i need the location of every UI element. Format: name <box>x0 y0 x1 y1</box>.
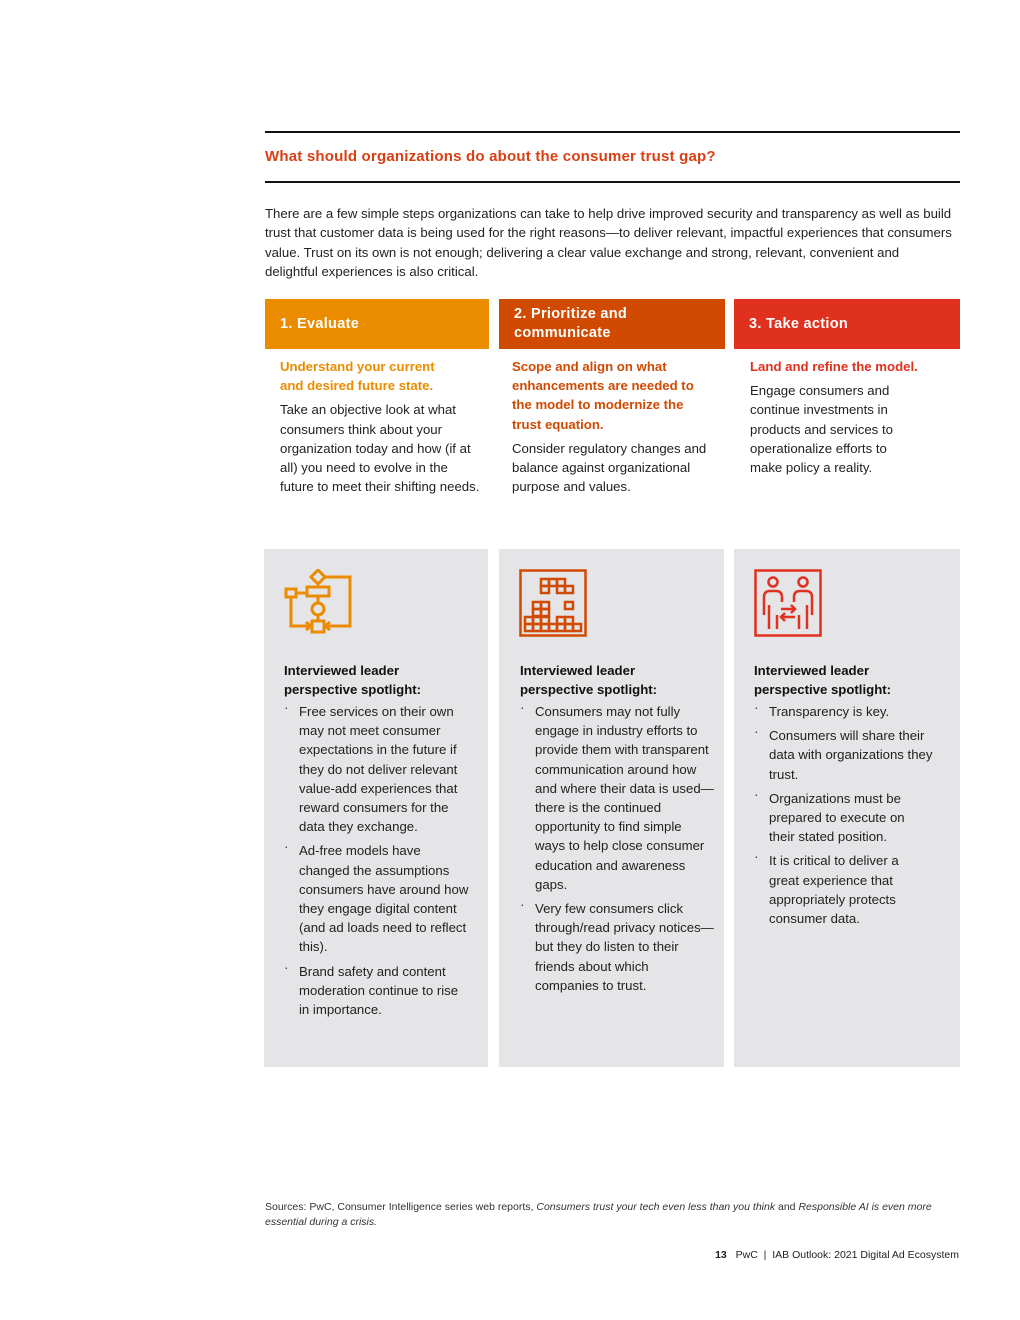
footer-text: PwC | IAB Outlook: 2021 Digital Ad Ecosystem <box>735 1249 959 1261</box>
section-heading: What should organizations do about the consumer trust gap? <box>265 148 716 165</box>
step-header-action <box>734 299 960 349</box>
spotlight-card-3 <box>734 549 960 1067</box>
list-item: · It is critical to deliver a great experience that appropriately protects consumer data. <box>754 851 929 928</box>
step-lead: Understand your current and desired future state. <box>280 359 435 394</box>
process-flowchart-icon <box>284 569 352 637</box>
step-body-prioritize <box>512 357 712 496</box>
page-number: 13 <box>715 1249 727 1261</box>
step-text: Take an objective look at what consumers think about your organization today and how (if at all) you need to evolve in the future to meet their shifting needs. <box>280 402 480 495</box>
sources-end: . <box>374 1216 378 1228</box>
building-blocks-icon <box>519 569 587 637</box>
card-title: Interviewed leader perspective spotlight: <box>754 663 892 698</box>
sources-prefix: Sources: PwC, Consumer Intelligence series web reports, <box>265 1201 537 1213</box>
sources-and: and <box>775 1201 799 1213</box>
spotlight-card-1 <box>264 549 488 1067</box>
step-header-prioritize <box>499 299 725 349</box>
heading-underline <box>265 181 960 183</box>
step-lead: Scope and align on what enhancements are needed to the model to modernize the trust equation. <box>512 359 694 432</box>
card-bullets <box>520 702 715 1000</box>
step-label: 1. Evaluate <box>280 315 360 332</box>
sources-note <box>265 1200 965 1230</box>
people-exchange-icon <box>754 569 822 637</box>
spotlight-card-2 <box>499 549 724 1067</box>
list-item: · Very few consumers click through/read privacy notices—but they do listen to their friends about which companies to trust. <box>520 899 715 995</box>
list-item: · Transparency is key. <box>754 702 949 721</box>
list-item: · Ad-free models have changed the assumptions consumers have around how they engage digital content (and ad loads need to reflect this). <box>284 841 469 956</box>
step-label: 2. Prioritize and communicate <box>514 306 628 341</box>
list-item: · Brand safety and content moderation continue to rise in importance. <box>284 962 469 1020</box>
step-text: Engage consumers and continue investments in products and services to operationalize efforts to make policy a reality. <box>750 383 893 476</box>
list-item: · Consumers will share their data with organizations they trust. <box>754 726 941 784</box>
step-body-evaluate <box>280 357 480 496</box>
top-rule <box>265 131 960 133</box>
card-title: Interviewed leader perspective spotlight: <box>284 663 422 698</box>
list-item: · Free services on their own may not meet consumer expectations in the future if they do not deliver relevant value-add experiences that reward consumers for the data they exchange. <box>284 702 469 836</box>
source-title-1: Consumers trust your tech even less than you think <box>536 1201 776 1213</box>
step-header-evaluate <box>265 299 489 349</box>
page-footer <box>715 1249 959 1261</box>
step-lead: Land and refine the model. <box>750 359 918 374</box>
list-item: · Organizations must be prepared to execute on their stated position. <box>754 789 929 847</box>
step-body-action <box>750 357 945 477</box>
intro-paragraph: There are a few simple steps organizations can take to help drive improved security and transparency as well as build trust that customer data is being used for the right reasons—to deliver relevant, impactful experiences that consumers value. Trust on its own is not enough; delivering a clear value exchange and strong, relevant, convenient and delightful experiences is also critical. <box>265 206 952 279</box>
card-title: Interviewed leader perspective spotlight: <box>520 663 658 698</box>
source-title-2: Responsible AI is even more essential during a crisis <box>265 1201 932 1228</box>
step-label: 3. Take action <box>749 315 849 332</box>
list-item: · Consumers may not fully engage in industry efforts to provide them with transparent communication around how and where their data is used—there is the continued opportunity to find simple ways to help close consumer education and awareness gaps. <box>520 702 715 894</box>
card-bullets <box>284 702 469 1024</box>
card-bullets <box>754 702 949 933</box>
step-text: Consider regulatory changes and balance against organizational purpose and values. <box>512 440 707 495</box>
